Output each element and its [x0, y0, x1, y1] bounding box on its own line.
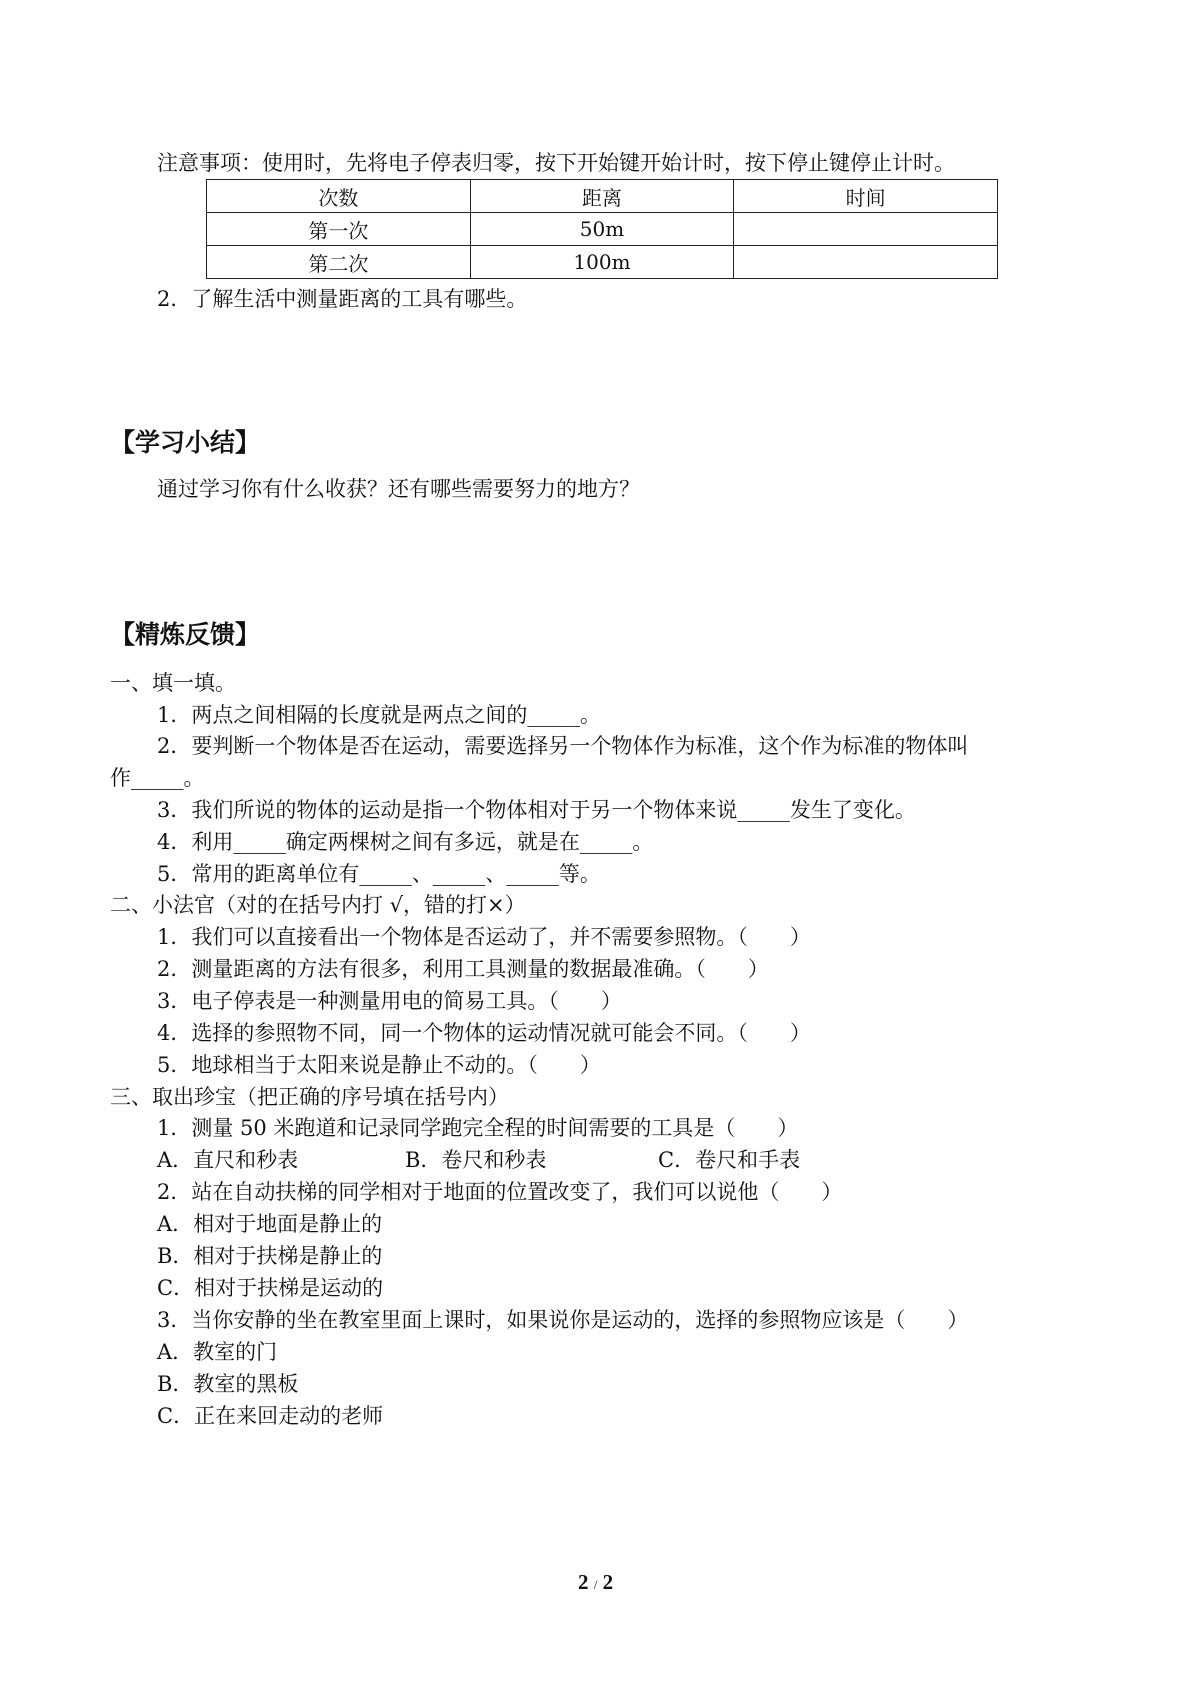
- choice-option: A．直尺和秒表: [157, 1148, 299, 1172]
- choice-option: B．相对于扶梯是静止的: [157, 1244, 383, 1268]
- fill-question-3: 3．我们所说的物体的运动是指一个物体相对于另一个物体来说_____发生了变化。: [157, 798, 916, 822]
- page-total: 2: [602, 1570, 614, 1594]
- judge-question-4: 4．选择的参照物不同，同一个物体的运动情况就可能会不同。（ ）: [157, 1021, 811, 1045]
- fill-question-2: 2．要判断一个物体是否在运动，需要选择另一个物体作为标准，这个作为标准的物体叫: [157, 734, 969, 758]
- table-row: [207, 213, 998, 246]
- table-cell: 第一次: [207, 213, 471, 246]
- summary-heading: 【学习小结】: [110, 428, 261, 457]
- summary-prompt: 通过学习你有什么收获？还有哪些需要努力的地方？: [157, 477, 640, 501]
- choice-option: B．卷尺和秒表: [405, 1148, 547, 1172]
- fill-question-2-cont: 作_____。: [110, 766, 205, 790]
- table-header-row: [207, 180, 998, 213]
- choice-option: C．相对于扶梯是运动的: [157, 1276, 384, 1300]
- choice-option: B．教室的黑板: [157, 1372, 299, 1396]
- table-cell-blank[interactable]: [734, 213, 998, 246]
- table-cell-blank[interactable]: [734, 246, 998, 279]
- note-text: 注意事项：使用时，先将电子停表归零，按下开始键开始计时，按下停止键停止计时。: [157, 151, 955, 175]
- choice-question-1: 1．测量 50 米跑道和记录同学跑完全程的时间需要的工具是（ ）: [157, 1116, 799, 1140]
- section-fill-title: 一、填一填。: [110, 671, 236, 695]
- choice-option: C．卷尺和手表: [658, 1148, 801, 1172]
- fill-question-4: 4．利用_____确定两棵树之间有多远，就是在_____。: [157, 830, 654, 854]
- feedback-heading: 【精炼反馈】: [110, 620, 261, 649]
- table-cell: 50m: [470, 213, 734, 246]
- page-current: 2: [577, 1570, 589, 1594]
- judge-question-2: 2．测量距离的方法有很多，利用工具测量的数据最准确。（ ）: [157, 957, 769, 981]
- table-cell: 第二次: [207, 246, 471, 279]
- judge-question-1: 1．我们可以直接看出一个物体是否运动了，并不需要参照物。（ ）: [157, 925, 811, 949]
- choice-option: A．相对于地面是静止的: [157, 1212, 383, 1236]
- record-table: [206, 179, 998, 279]
- table-cell: 100m: [470, 246, 734, 279]
- choice-option: A．教室的门: [157, 1340, 278, 1364]
- fill-question-1: 1．两点之间相隔的长度就是两点之间的_____。: [157, 703, 601, 727]
- item-2-text: 2．了解生活中测量距离的工具有哪些。: [157, 287, 528, 311]
- section-choice-title: 三、取出珍宝（把正确的序号填在括号内）: [110, 1085, 509, 1109]
- choice-question-3: 3．当你安静的坐在教室里面上课时，如果说你是运动的，选择的参照物应该是（ ）: [157, 1308, 969, 1332]
- section-judge-title: 二、小法官（对的在括号内打 √，错的打×）: [110, 893, 526, 917]
- judge-question-3: 3．电子停表是一种测量用电的简易工具。（ ）: [157, 989, 622, 1013]
- table-header-cell: 距离: [470, 180, 734, 213]
- table-header-cell: 次数: [207, 180, 471, 213]
- table-header-cell: 时间: [734, 180, 998, 213]
- page-separator: /: [593, 1577, 598, 1592]
- table-row: [207, 246, 998, 279]
- page-number: [0, 1570, 1191, 1595]
- choice-question-2: 2．站在自动扶梯的同学相对于地面的位置改变了，我们可以说他（ ）: [157, 1180, 843, 1204]
- choice-option: C．正在来回走动的老师: [157, 1404, 384, 1428]
- judge-question-5: 5．地球相当于太阳来说是静止不动的。（ ）: [157, 1053, 601, 1077]
- fill-question-5: 5．常用的距离单位有_____、_____、_____等。: [157, 862, 601, 886]
